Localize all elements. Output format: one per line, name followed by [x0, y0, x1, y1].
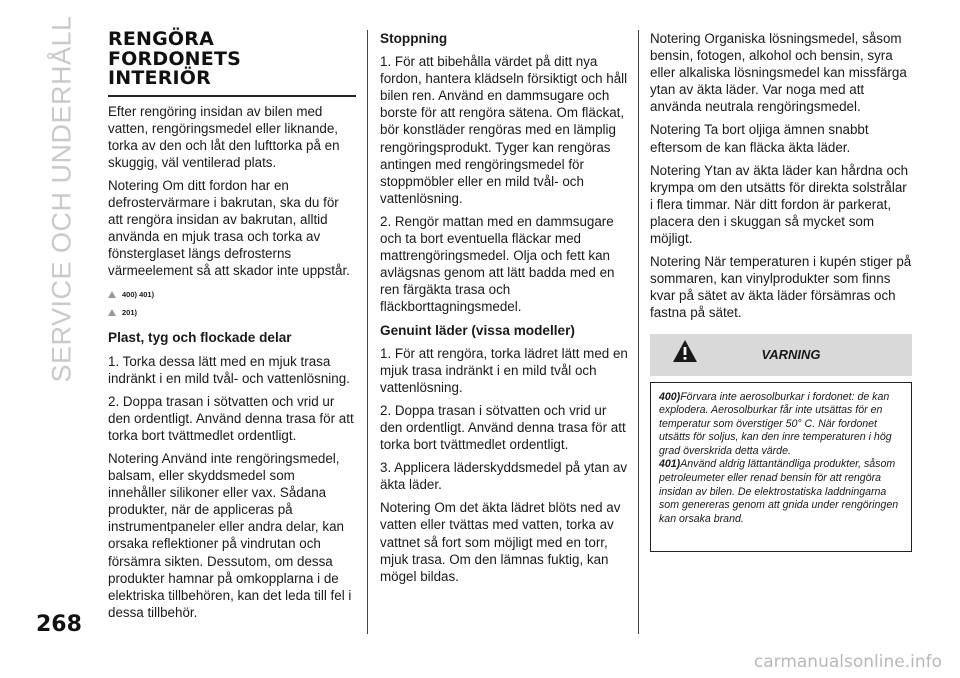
step-paragraph: 1. Torka dessa lätt med en mjuk trasa indränkt i en mild tvål- och vattenlösning.	[108, 353, 350, 386]
warning-item	[659, 458, 903, 526]
warning-item-ref: 401)	[659, 458, 681, 471]
subheading: Genuint läder (vissa modeller)	[380, 322, 575, 338]
caution-reference-text: 201)	[122, 307, 138, 317]
watermark: carmanualsonline.info	[753, 652, 942, 672]
subheading: Stoppning	[380, 31, 448, 46]
warning-icon	[672, 339, 698, 363]
intro-paragraph: Efter rengöring insidan av bilen med vatten, rengöringsmedel eller liknande, torka av den och låt den lufttorka på en skuggig, väl ventilerad plats.	[108, 103, 340, 170]
note-paragraph: Notering Ytan av äkta läder kan hårdna och krympa om den utsätts för direkta solstrålar i flera timmar. När ditt fordon är parkerat, placera den i skuggan så mycket som möjligt.	[650, 162, 909, 247]
warning-reference	[108, 285, 356, 303]
note-paragraph: Notering Använd inte rengöringsmedel, balsam, eller skyddsmedel som innehåller silikoner eller vax. Sådana produkter, när de appliceras på instrumentpaneler eller andra delar, kan orsaka reflektioner på vindrutan och försämra sikten. Dessutom, om dessa produkter hamnar på omkopplarna i de elektriska tillbehören, kan det leda till fel i dessa tillbehör.	[108, 451, 352, 620]
note-paragraph: Notering Organiska lösningsmedel, såsom bensin, fotogen, alkohol och bensin, syra eller alkaliska lösningsmedel kan missfärga ytan av äkta läder. Var noga med att använda neutrala rengöringsmedel.	[650, 31, 907, 115]
column-3	[650, 30, 912, 552]
step-paragraph: 2. Doppa trasan i sötvatten och vrid ur den ordentligt. Använd denna trasa för att torka bort tvättmedlet ordentligt.	[380, 402, 626, 453]
column-1	[108, 30, 356, 627]
warning-triangle-icon	[108, 291, 116, 298]
step-paragraph: 3. Applicera läderskyddsmedel på ytan av äkta läder.	[380, 460, 628, 493]
note-paragraph: Notering Ta bort oljiga ämnen snabbt eftersom de kan fläcka äkta läder.	[650, 122, 869, 155]
step-paragraph: 2. Rengör mattan med en dammsugare och ta bort eventuella fläckar med mattrengöringsmedel. Olja och fett kan avlägsnas genom att lätt badda med en ren färgäkta trasa och fläckborttagningsmedel.	[380, 213, 615, 315]
section-heading	[108, 30, 356, 89]
section-side-title	[32, 15, 92, 383]
warning-body	[650, 382, 912, 552]
warning-box	[650, 334, 912, 552]
note-paragraph: Notering Om det äkta lädret blöts ned av vatten eller tvättas med vatten, torka av vattnet så fort som möjligt med en torr, mjuk trasa. Om den lämnas fuktig, kan mögel bildas.	[380, 500, 621, 584]
step-paragraph: 2. Doppa trasan i sötvatten och vrid ur den ordentligt. Använd denna trasa för att torka bort tvättmedlet ordentligt.	[108, 393, 354, 443]
warning-title: VARNING	[761, 346, 821, 362]
column-divider	[638, 30, 639, 634]
warning-item-text: Använd aldrig lättantändliga produkter, såsom petroleumeter eller renad bensin för att rengöra insidan av bilen. De elektrostatiska laddningarna som genereras genom att gnida under rengöringen kan orsaka brand.	[659, 458, 899, 525]
warning-item-text: Förvara inte aerosolburkar i fordonet: de kan explodera. Aerosolburkar får inte utsättas för en temperatur som överstiger 50° C. När fordonet utsätts för soljus, kan den inre temperaturen i hög grad överskrida detta värde.	[659, 390, 892, 457]
subheading: Plast, tyg och flockade delar	[108, 330, 292, 346]
section-side-title-text: SERVICE OCH UNDERHÅLL	[46, 15, 77, 383]
heading-rule	[108, 95, 356, 97]
caution-triangle-icon	[108, 309, 116, 316]
warning-item	[659, 391, 903, 459]
page-number: 268	[36, 612, 82, 637]
note-paragraph: Notering När temperaturen i kupén stiger på sommaren, kan vinylprodukter som finns kvar på sätet av äkta läder försämras och fastna på sätet.	[650, 254, 912, 321]
warning-reference-text: 400) 401)	[122, 289, 155, 299]
heading-line: RENGÖRA	[108, 28, 214, 50]
heading-line: FORDONETS	[108, 47, 242, 70]
note-paragraph: Notering Om ditt fordon har en defrostervärmare i bakrutan, ska du för att rengöra insidan av bakrutan, alltid använda en mjuk trasa och torka av fönsterglaset längs defrosterns värmeelement så att skador inte uppstår.	[108, 177, 350, 279]
heading-line: INTERIÖR	[108, 67, 211, 89]
column-2	[380, 30, 628, 591]
step-paragraph: 1. För att bibehålla värdet på ditt nya fordon, hantera klädseln försiktigt och håll bilen ren. Använd en dammsugare och borste för att rengöra sätena. Om fläckat, bör konstläder rengöras med en lämplig rengöringsprodukt. Tyger kan rengöras antingen med rengöringsmedel för stoppmöbler eller en mild tvål- och vattenlösning.	[380, 54, 628, 206]
caution-reference	[108, 303, 356, 321]
column-divider	[367, 30, 368, 634]
warning-item-ref: 400)	[659, 390, 681, 403]
warning-header	[650, 334, 912, 376]
step-paragraph: 1. För att rengöra, torka lädret lätt med en mjuk trasa indränkt i en mild tvål och vattenlösning.	[380, 345, 628, 395]
